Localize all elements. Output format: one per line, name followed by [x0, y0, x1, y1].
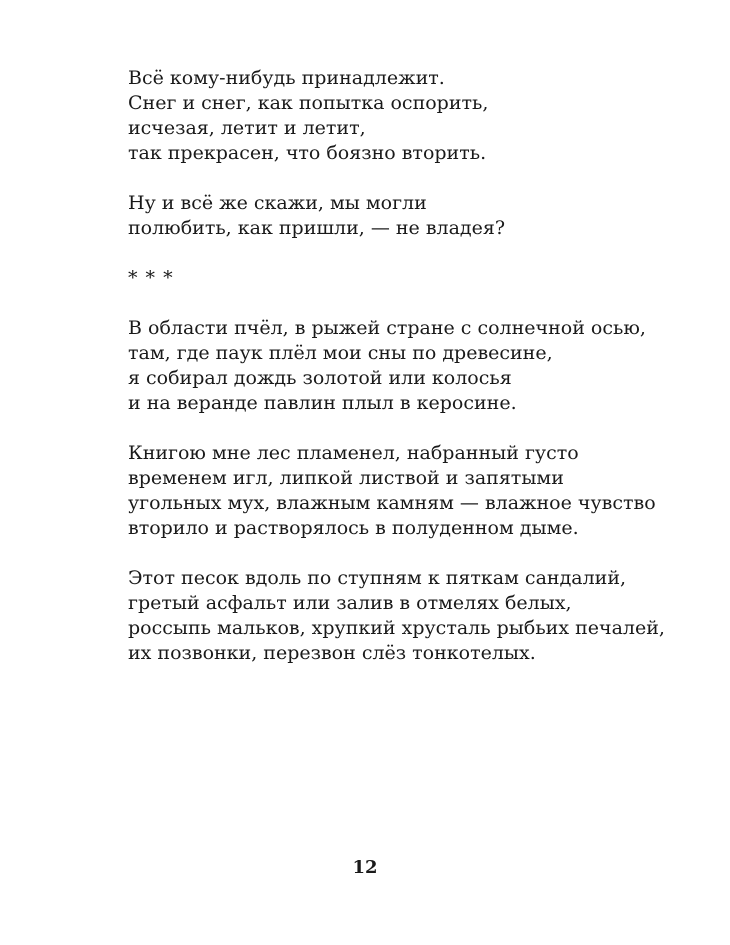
poem-line: Снег и снег, как попытка оспорить,	[128, 92, 489, 114]
poem2-stanza-2	[128, 441, 688, 541]
poem-line: Ну и всё же скажи, мы могли	[128, 192, 427, 214]
poem-separator: * * *	[128, 267, 174, 289]
poem-line: Этот песок вдоль по ступням к пяткам сандалий,	[128, 567, 627, 589]
page-body	[128, 66, 688, 691]
poem2-stanza-3	[128, 566, 688, 666]
poem-line: россыпь мальков, хрупкий хрусталь рыбьих печалей,	[128, 617, 665, 639]
poem-line: гретый асфальт или залив в отмелях белых,	[128, 592, 572, 614]
poem-line: их позвонки, перезвон слёз тонкотелых.	[128, 642, 536, 664]
poem-line: полюбить, как пришли, — не владея?	[128, 217, 506, 239]
poem-line: временем игл, липкой листвой и запятыми	[128, 467, 564, 489]
poem-line: исчезая, летит и летит,	[128, 117, 366, 139]
poem2-stanza-1	[128, 316, 688, 416]
poem-line: Всё кому-нибудь принадлежит.	[128, 67, 445, 89]
page-number: 12	[352, 857, 378, 878]
poem-line: так прекрасен, что боязно вторить.	[128, 142, 487, 164]
poem-line: вторило и растворялось в полуденном дыме.	[128, 517, 579, 539]
poem-line: Книгою мне лес пламенел, набранный густо	[128, 442, 579, 464]
poem1-stanza-1	[128, 66, 688, 166]
poem-line: я собирал дождь золотой или колосья	[128, 367, 512, 389]
poem-line: там, где паук плёл мои сны по древесине,	[128, 342, 553, 364]
poem-line: и на веранде павлин плыл в керосине.	[128, 392, 517, 414]
poem-line: угольных мух, влажным камням — влажное чувство	[128, 492, 656, 514]
poem-line: В области пчёл, в рыжей стране с солнечной осью,	[128, 317, 646, 339]
poem1-stanza-2	[128, 191, 688, 241]
